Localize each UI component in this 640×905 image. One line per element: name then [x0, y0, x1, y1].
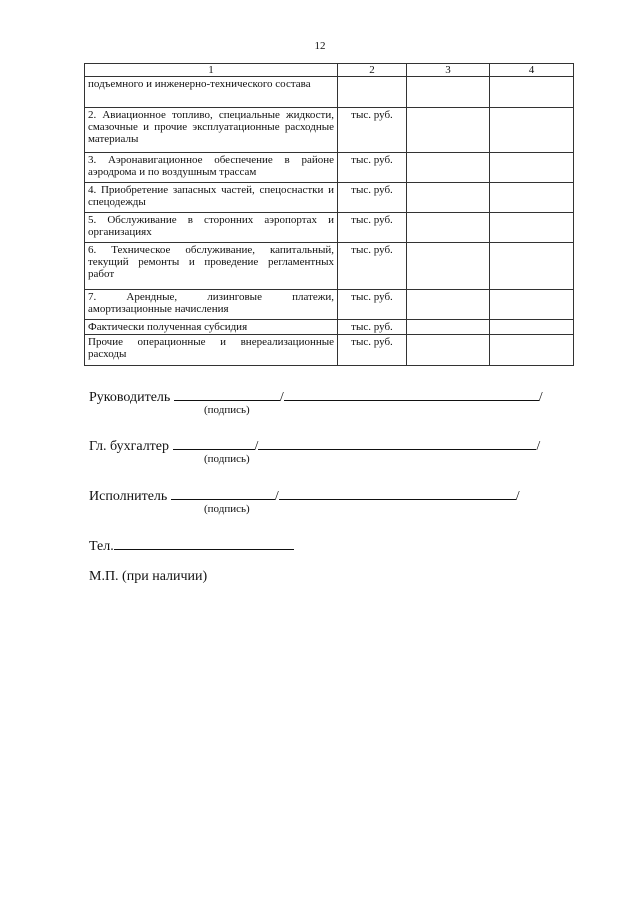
accountant-label: Гл. бухгалтер	[89, 439, 170, 454]
executor-signature-line	[89, 485, 520, 505]
row-description: 3. Аэронавигационное обеспечение в районе аэродрома и по воздушным трассам	[85, 153, 338, 183]
executor-label: Исполнитель	[89, 489, 168, 504]
manager-signature-field[interactable]	[174, 386, 280, 401]
row-value-cell[interactable]	[490, 290, 574, 320]
manager-label: Руководитель	[89, 390, 171, 405]
table-row	[85, 153, 574, 183]
separator-slash: /	[515, 489, 520, 504]
accountant-name-field[interactable]	[258, 435, 536, 450]
accountant-signature-caption: (подпись)	[204, 453, 250, 465]
column-header: 3	[407, 64, 490, 77]
table-header-row	[85, 64, 574, 77]
accountant-signature-line	[89, 435, 540, 455]
row-value-cell[interactable]	[407, 153, 490, 183]
table-row	[85, 183, 574, 213]
row-description: Прочие операционные и внереализационные расходы	[85, 335, 338, 366]
row-value-cell[interactable]	[407, 77, 490, 108]
table-row	[85, 77, 574, 108]
manager-signature-caption: (подпись)	[204, 404, 250, 416]
stamp-label: М.П. (при наличии)	[89, 569, 208, 584]
table-row	[85, 335, 574, 366]
row-value-cell[interactable]	[407, 243, 490, 290]
row-unit: тыс. руб.	[338, 290, 407, 320]
table-row	[85, 243, 574, 290]
phone-field[interactable]	[114, 535, 294, 550]
row-description: 4. Приобретение запасных частей, спецоснастки и спецодежды	[85, 183, 338, 213]
table-row	[85, 290, 574, 320]
row-value-cell[interactable]	[407, 183, 490, 213]
separator-slash: /	[536, 439, 541, 454]
row-description: 7. Арендные, лизинговые платежи, амортизационные начисления	[85, 290, 338, 320]
row-value-cell[interactable]	[490, 153, 574, 183]
row-description: Фактически полученная субсидия	[85, 320, 338, 335]
phone-line	[89, 535, 294, 555]
row-value-cell[interactable]	[407, 290, 490, 320]
row-unit: тыс. руб.	[338, 243, 407, 290]
table-row	[85, 108, 574, 153]
separator-slash: /	[538, 390, 543, 405]
phone-label: Тел.	[89, 539, 114, 554]
row-unit: тыс. руб.	[338, 213, 407, 243]
manager-signature-line	[89, 386, 543, 406]
row-value-cell[interactable]	[490, 335, 574, 366]
column-header: 1	[85, 64, 338, 77]
row-value-cell[interactable]	[407, 213, 490, 243]
row-description: 6. Техническое обслуживание, капитальный, текущий ремонты и проведение регламентных работ	[85, 243, 338, 290]
executor-signature-caption: (подпись)	[204, 503, 250, 515]
row-unit: тыс. руб.	[338, 183, 407, 213]
table-row	[85, 320, 574, 335]
executor-name-field[interactable]	[279, 485, 516, 500]
row-value-cell[interactable]	[490, 213, 574, 243]
accountant-signature-field[interactable]	[173, 435, 255, 450]
row-value-cell[interactable]	[490, 243, 574, 290]
row-value-cell[interactable]	[407, 320, 490, 335]
row-unit: тыс. руб.	[338, 320, 407, 335]
row-value-cell[interactable]	[490, 183, 574, 213]
row-unit: тыс. руб.	[338, 153, 407, 183]
row-value-cell[interactable]	[407, 108, 490, 153]
row-value-cell[interactable]	[407, 335, 490, 366]
row-description: 5. Обслуживание в сторонних аэропортах и организациях	[85, 213, 338, 243]
separator-slash: /	[274, 489, 279, 504]
row-description: 2. Авиационное топливо, специальные жидкости, смазочные и прочие эксплуатационные расходные материалы	[85, 108, 338, 153]
expense-table	[84, 63, 574, 366]
page-number: 12	[314, 40, 326, 52]
row-value-cell[interactable]	[490, 320, 574, 335]
row-value-cell[interactable]	[490, 108, 574, 153]
separator-slash: /	[254, 439, 259, 454]
table-row	[85, 213, 574, 243]
column-header: 2	[338, 64, 407, 77]
row-description: подъемного и инженерно-технического состава	[85, 77, 338, 108]
row-value-cell[interactable]	[490, 77, 574, 108]
row-unit	[338, 77, 407, 108]
separator-slash: /	[279, 390, 284, 405]
row-unit: тыс. руб.	[338, 335, 407, 366]
manager-name-field[interactable]	[284, 386, 539, 401]
row-unit: тыс. руб.	[338, 108, 407, 153]
executor-signature-field[interactable]	[171, 485, 275, 500]
column-header: 4	[490, 64, 574, 77]
